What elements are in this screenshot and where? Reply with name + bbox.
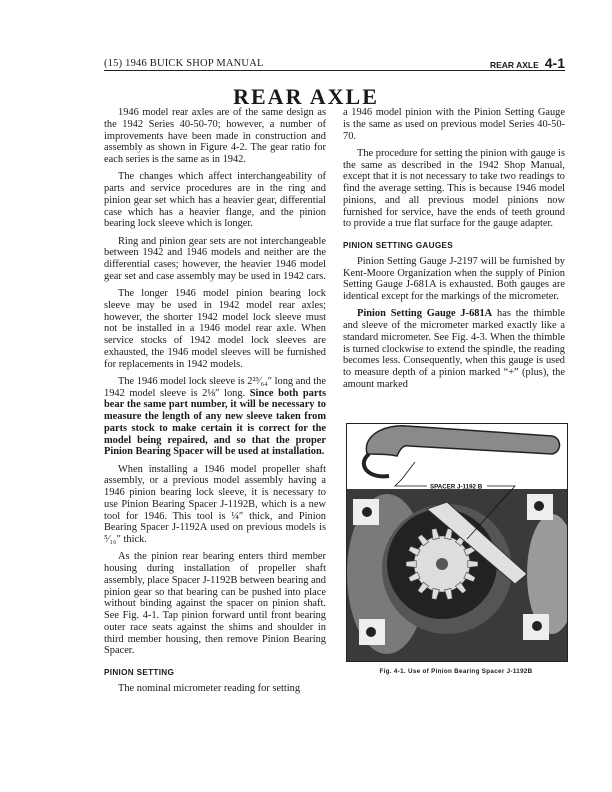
paragraph: The changes which affect interchangeability of parts and service procedures are in the ring and pinion gear set which has a heavier gear, differential case which has a heavier flange, and the pinion bearing lock sleeve which is longer. <box>104 171 326 230</box>
section-label <box>490 55 565 71</box>
section-name: REAR AXLE <box>489 60 539 70</box>
bold-warning: Since both parts bear the same part number, it will be necessary to measure the length of any new sleeve taken from parts stock to make certain it is correct for the model being repaired, and so that the proper Pinion Bearing Spacer will be used at installation. <box>104 387 326 458</box>
paragraph: 1946 model rear axles are of the same design as the 1942 Series 40-50-70; however, a number of improvements have been made in construction and assembly as shown in Figure 4-2. The gear ratio for each series is the same as in 1942. <box>104 107 326 165</box>
section-heading: PINION SETTING GAUGES <box>343 241 454 250</box>
paragraph: The nominal micrometer reading for setting <box>118 682 301 694</box>
paragraph: Pinion Setting Gauge J-2197 will be furnished by Kent-Moore Organization when the supply of Pinion Setting Gauge J-681A is exhausted. Both gauges are identical except for the markings of the micrometer. <box>343 255 565 302</box>
figure-caption: Fig. 4-1. Use of Pinion Bearing Spacer J-1192B <box>379 668 533 675</box>
right-column <box>343 107 565 396</box>
text: The 1946 model lock sleeve is 2²³⁄₆₄″ long and the 1942 model sleeve is 2⅛″ long. <box>104 375 326 399</box>
page-header <box>104 55 565 71</box>
spacer-photo-illustration <box>347 424 567 661</box>
bold-term: Pinion Setting Gauge J-681A <box>357 308 493 320</box>
left-column <box>104 107 326 700</box>
gear-tooth <box>468 561 478 568</box>
paragraph <box>343 308 565 390</box>
paragraph: As the pinion rear bearing enters third member housing during installation of propeller shaft assembly, place Spacer J-1192B between bearing and pinion gear so that bearing can be pushed into place without binding against the spacer on pinion shaft. See Fig. 4-1. Tap pinion forward until front bearing outer race seats against the shims and shoulder in third member housing, then remove Pinion Bearing Spacer. <box>104 551 326 657</box>
gear-tooth <box>406 561 416 568</box>
page-number: 4-1 <box>544 55 565 71</box>
paragraph: Ring and pinion gear sets are not interchangeable between 1942 and 1946 models and neither are the differential cases; however, the heavier 1946 model gear set and case assembly may be used in 1942 cars. <box>104 235 326 282</box>
paragraph: When installing a 1946 model propeller shaft assembly, or a previous model assembly having a 1946 pinion bearing lock sleeve, it is necessary to use Pinion Bearing Spacer J-1192B, which is a new tool for 1946. This tool is ¼″ thick, and Pinion Bearing Spacer J-1192A used on previous models is ⁵⁄₁₆″ thick. <box>104 463 326 545</box>
paragraph: The longer 1946 model pinion bearing lock sleeve may be used in 1942 model rear axles; however, the shorter 1942 model lock sleeve must not be installed in a 1946 model rear axle. When service stocks of 1942 model lock sleeves are exhausted, the 1946 model sleeves will be furnished for replacements in 1942 models. <box>104 288 326 370</box>
page-title: REAR AXLE <box>233 84 379 109</box>
text: has the thimble and sleeve of the micrometer marked exactly like a standard micrometer. See Fig. 4-3. When the thimble is turned clockwise to extend the spindle, the reading becomes less. Consequently, when this gauge is used to measure depth of a pinion marked “+” (plus), the amount marked <box>343 308 565 390</box>
paragraph <box>104 376 326 458</box>
paragraph: The procedure for setting the pinion with gauge is the same as described in the 1942 Shop Manual, except that it is not necessary to take two readings to find the average setting. This is because 1946 model pinions, and all previous model pinions now furnished for service, have the ends of teeth ground to provide a true flat surface for the gauge adapter. <box>343 147 565 230</box>
manual-title: (15) 1946 BUICK SHOP MANUAL <box>104 58 264 69</box>
paragraph: a 1946 model pinion with the Pinion Setting Gauge is the same as used on previous model Series 40-50-70. <box>343 107 565 142</box>
section-heading: PINION SETTING <box>104 668 175 677</box>
figure-photo <box>346 423 568 662</box>
figure-label: SPACER J-1192 B <box>430 483 483 491</box>
